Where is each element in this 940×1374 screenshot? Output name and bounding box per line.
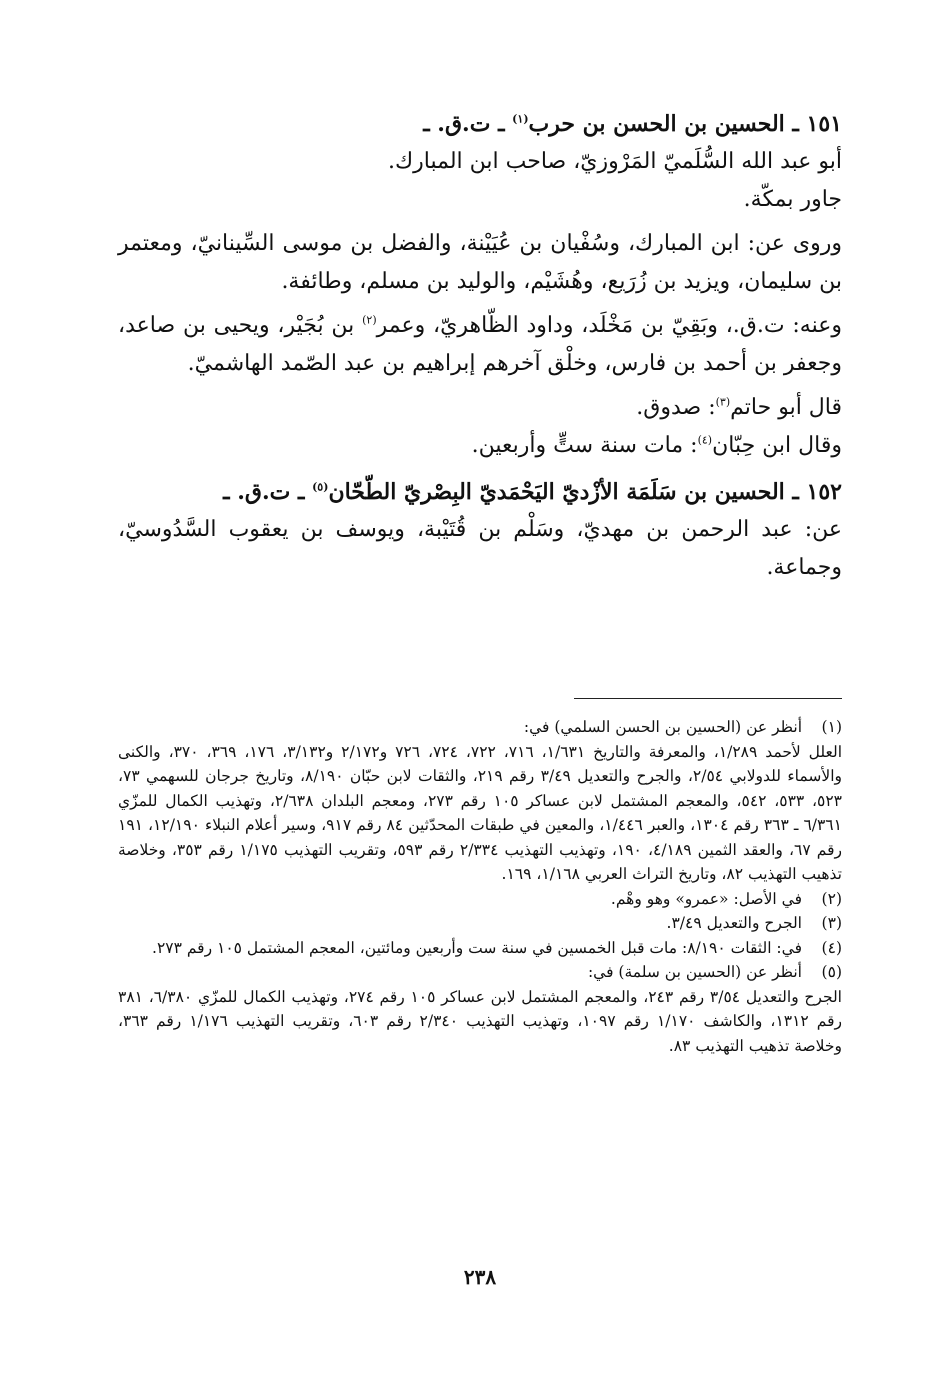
- page-number: ٢٣٨: [463, 1265, 497, 1289]
- entry-sigla: ـ ت.ق. ـ: [423, 111, 513, 137]
- quote-text: : مات سنة ستٍّ وأربعين.: [471, 433, 698, 458]
- entry-title: ١٥١ ـ الحسين بن الحسن بن حرب: [528, 111, 842, 137]
- footnote-intro: أنظر عن (الحسين بن الحسن السلمي) في:: [523, 718, 802, 736]
- footnote-intro: الجرح والتعديل ٣/٤٩.: [666, 914, 802, 932]
- footnote-5: [118, 960, 842, 1058]
- narrated-by: [118, 307, 842, 383]
- book-page: [118, 105, 842, 1355]
- entry-title: ١٥٢ ـ الحسين بن سَلَمَة الأزْديّ اليَحْمَديّ البِصْريّ الطّحّان: [328, 479, 842, 505]
- quote-text: وقال ابن حِبّان: [712, 433, 842, 458]
- footnote-divider: [574, 698, 842, 699]
- entry-heading: [118, 105, 842, 143]
- narrated-by-text: بن بُجَيْر، ويحيى بن صاعد، وجعفر بن أحمد بن فارس، وخلْق آخرهم إبراهيم بن عبد الصّمد الهاشميّ.: [118, 313, 842, 376]
- main-text: [118, 105, 842, 587]
- quote-text: : صدوق.: [636, 395, 716, 420]
- footnote-ref: (١): [512, 112, 529, 126]
- entry-sigla: ـ ت.ق. ـ: [223, 479, 313, 505]
- footnote-intro: أنظر عن (الحسين بن سلمة) في:: [587, 963, 802, 981]
- footnote-intro: في الأصل: «عمرو» وهو وهْم.: [610, 889, 802, 908]
- footnote-number: (٢): [821, 889, 842, 908]
- quote-abu-hatim: [118, 389, 842, 427]
- footnote-intro: في: الثقات ٨/١٩٠: مات قبل الخمسين في سنة ست وأربعين ومائتين، المعجم المشتمل ١٠٥ رقم ٢٧٣.: [152, 938, 802, 957]
- footnote-4: [118, 936, 842, 961]
- entry-line: أبو عبد الله السُّلَميّ المَرْوزيّ، صاحب ابن المبارك.: [388, 149, 842, 174]
- entry-151: [118, 105, 842, 465]
- footnote-number: (٥): [821, 963, 842, 981]
- footnote-number: (١): [821, 718, 842, 736]
- footnote-3: [118, 911, 842, 936]
- footnotes: [118, 715, 842, 1058]
- footnote-body: الجرح والتعديل ٣/٥٤ رقم ٢٤٣، والمعجم المشتمل لابن عساكر ١٠٥ رقم ٢٧٤، وتهذيب الكمال للمزّي ٦/٣٨٠، ٣٨١ رقم ١٣١٢، والكاشف ١/١٧٠ رقم ١٠٩٧، وتهذيب التهذيب ٢/٣٤٠ رقم ٦٠٣، وتقريب التهذيب ١/١٧٦ رقم ٣٦٣، وخلاصة تذهيب التهذيب ٨٣.: [118, 987, 843, 1055]
- narrated-from: وروى عن: ابن المبارك، وسُفْيان بن عُيَيْنة، والفضل بن موسى السِّينانيّ، ومعتمر بن سليمان، ويزيد بن زُرَيع، وهُشَيْم، والوليد بن مسلم، وطائفة.: [118, 231, 842, 294]
- footnote-1: [118, 715, 842, 887]
- footnote-number: (٤): [821, 938, 842, 957]
- footnote-body: العلل لأحمد ١/٢٨٩، والمعرفة والتاريخ ١/٦٣١، ٧١٦، ٧٢٢، ٧٢٤، ٧٢٦ و٢/١٧٢ و٣/١٣٢، ١٧٦، ٣٦٩، ٣٧٠، والكنى والأسماء للدولابي ٢/٥٤، والجرح والتعديل ٣/٤٩ رقم ٢١٩، والثقات لابن حبّان ٨/١٩٠، وتاريخ جرجان للسهمي ٧٣، ٥٢٣، ٥٣٣، ٥٤٢، والمعجم المشتمل لابن عساكر ١٠٥ رقم ٢٧٣، ومعجم البلدان ٢/٦٣٨، وتهذيب الكمال للمزّي ٦/٣٦١ ـ ٣٦٣ رقم ١٣٠٤، والعبر ١/٤٤٦، والمعين في طبقات المحدّثين ٨٤ رقم ٩١٧، وسير أعلام النبلاء ١٢/١٩٠، ١٩١ رقم ٦٧، والعقد الثمين ٤/١٨٩، ١٩٠، وتهذيب التهذيب ٢/٣٣٤ رقم ٥٩٣، وتقريب التهذيب ١/١٧٥ رقم ٣٥٣، وخلاصة تذهيب التهذيب ٨٢، وتاريخ التراث العربي ١/١٦٨، ١٦٩.: [118, 742, 843, 883]
- quote-ibn-hibban: [118, 427, 842, 465]
- quote-text: قال أبو حاتم: [730, 395, 842, 420]
- entry-152: [118, 473, 842, 587]
- footnote-2: [118, 887, 842, 912]
- footnote-ref: (٥): [312, 480, 329, 494]
- footnote-ref: (٣): [715, 395, 731, 409]
- entry-heading: [118, 473, 842, 511]
- narrated-by-text: وعنه: ت.ق.، وبَقِيّ بن مَخْلَد، وداود الظّاهريّ، وعمر: [376, 313, 842, 338]
- narrated-from: عن: عبد الرحمن بن مهديّ، وسَلْم بن قُتَيْبة، ويوسف بن يعقوب السَّدُوسيّ، وجماعة.: [118, 517, 842, 580]
- footnote-ref: (٤): [697, 433, 713, 447]
- footnote-ref: (٢): [362, 313, 377, 327]
- entry-line: جاور بمكّة.: [743, 187, 842, 212]
- footnote-number: (٣): [821, 914, 842, 932]
